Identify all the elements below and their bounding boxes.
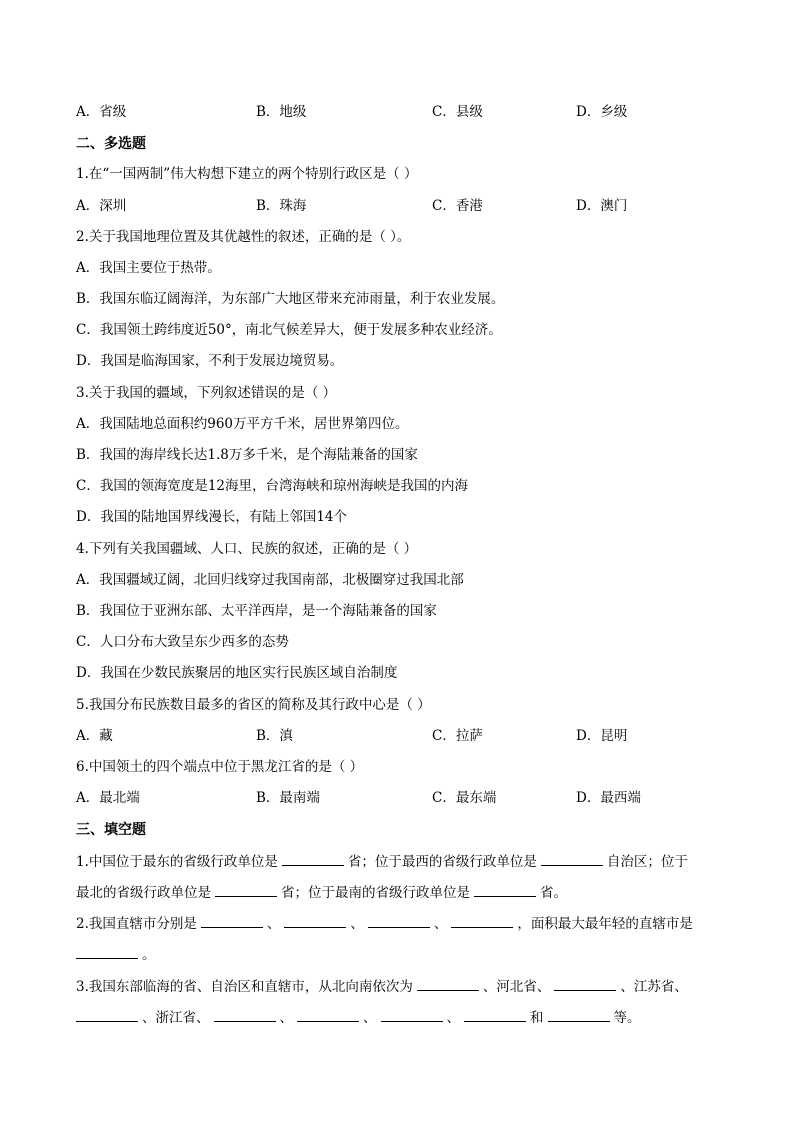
answer-blank[interactable]: [368, 913, 430, 928]
answer-blank[interactable]: [282, 851, 344, 866]
option-c: C．县级: [432, 104, 483, 120]
text-segment: 省；位于最南的省级行政单位是: [281, 885, 470, 901]
question-stem: 6.中国领土的四个端点中位于黑龙江省的是（ ）: [76, 759, 364, 775]
option-a: A．藏: [76, 728, 113, 744]
text-segment: 3.我国东部临海的省、自治区和直辖市，从北向南依次为: [76, 979, 413, 995]
option-d: D．我国的陆地国界线漫长，有陆上邻国14个: [76, 509, 348, 525]
fill-question-line: [76, 944, 156, 965]
answer-blank[interactable]: [214, 1007, 276, 1022]
text-segment: ，面积最大最年轻的直辖市是: [517, 916, 693, 932]
option-d: D．我国在少数民族聚居的地区实行民族区域自治制度: [76, 665, 398, 681]
text-segment: 等。: [613, 1010, 641, 1026]
answer-blank[interactable]: [451, 913, 513, 928]
answer-blank[interactable]: [76, 1007, 138, 1022]
option-c: C．人口分布大致呈东少西多的态势: [76, 634, 289, 650]
text-segment: 、河北省、: [482, 979, 551, 995]
options-row: [76, 196, 736, 216]
answer-blank[interactable]: [548, 1007, 610, 1022]
answer-blank[interactable]: [215, 882, 277, 897]
option-b: B．我国位于亚洲东部、太平洋西岸，是一个海陆兼备的国家: [76, 603, 437, 619]
fill-question-line: [76, 913, 693, 934]
text-segment: 最北的省级行政单位是: [76, 885, 211, 901]
option-b: B．珠海: [256, 198, 307, 214]
answer-blank[interactable]: [201, 913, 263, 928]
text-segment: 、: [350, 916, 364, 932]
answer-blank[interactable]: [284, 913, 346, 928]
text-segment: 、: [433, 916, 448, 932]
option-d: D．昆明: [576, 728, 628, 744]
text-segment: 、浙江省、: [142, 1010, 210, 1026]
option-b: B．滇: [256, 728, 293, 744]
text-segment: 。: [142, 947, 156, 963]
answer-blank[interactable]: [417, 976, 479, 991]
fill-question-line: [76, 882, 567, 903]
text-segment: 省。: [540, 885, 567, 901]
option-b: B．最南端: [256, 790, 320, 806]
option-c: C．我国的领海宽度是12海里，台湾海峡和琼州海峡是我国的内海: [76, 478, 469, 494]
text-segment: 、江苏省、: [620, 979, 688, 995]
fill-question-line: [76, 976, 688, 997]
option-c: C．最东端: [432, 790, 497, 806]
text-segment: 、: [279, 1010, 293, 1026]
text-segment: 自治区；位于: [606, 854, 688, 870]
answer-blank[interactable]: [541, 851, 603, 866]
option-c: C．拉萨: [432, 728, 483, 744]
question-stem: 4.下列有关我国疆域、人口、民族的叙述，正确的是（ ）: [76, 541, 418, 557]
answer-blank[interactable]: [554, 976, 616, 991]
option-a: A．省级: [76, 104, 127, 120]
option-a: A．我国主要位于热带。: [76, 260, 221, 276]
text-segment: 和: [530, 1010, 544, 1026]
option-d: D．最西端: [576, 790, 641, 806]
options-row: [76, 726, 736, 746]
options-row-top: [76, 102, 736, 122]
text-segment: 、: [266, 916, 281, 932]
fill-question-line: [76, 851, 688, 872]
option-a: A．最北端: [76, 790, 140, 806]
option-c: C．我国领土跨纬度近50°，南北气候差异大，便于发展多种农业经济。: [76, 322, 502, 338]
question-stem: 1.在“一国两制”伟大构想下建立的两个特别行政区是（ ）: [76, 166, 418, 182]
answer-blank[interactable]: [464, 1007, 526, 1022]
options-row: [76, 788, 736, 808]
text-segment: 、: [363, 1010, 377, 1026]
question-stem: 3.关于我国的疆域，下列叙述错误的是（ ）: [76, 385, 337, 401]
question-stem: 5.我国分布民族数目最多的省区的简称及其行政中心是（ ）: [76, 697, 431, 713]
text-segment: 2.我国直辖市分别是: [76, 916, 197, 932]
option-d: D．我国是临海国家，不利于发展边境贸易。: [76, 353, 344, 369]
option-a: A．我国疆域辽阔，北回归线穿过我国南部，北极圈穿过我国北部: [76, 572, 464, 588]
option-d: D．澳门: [576, 198, 628, 214]
answer-blank[interactable]: [381, 1007, 443, 1022]
option-a: A．我国陆地总面积约960万平方千米，居世界第四位。: [76, 416, 409, 432]
section-heading-multiple-choice: 二、多选题: [76, 136, 146, 152]
option-a: A．深圳: [76, 198, 127, 214]
text-segment: 省；位于最西的省级行政单位是: [347, 854, 537, 870]
option-b: B．我国东临辽阔海洋，为东部广大地区带来充沛雨量，利于农业发展。: [76, 291, 505, 307]
text-segment: 、: [446, 1010, 460, 1026]
answer-blank[interactable]: [474, 882, 536, 897]
option-b: B．地级: [256, 104, 307, 120]
option-d: D．乡级: [576, 104, 628, 120]
fill-question-line: [76, 1007, 641, 1028]
option-c: C．香港: [432, 198, 483, 214]
question-stem: 2.关于我国地理位置及其优越性的叙述，正确的是（ ）。: [76, 229, 411, 245]
option-b: B．我国的海岸线长达1.8万多千米，是个海陆兼备的国家: [76, 447, 418, 463]
answer-blank[interactable]: [76, 944, 138, 959]
text-segment: 1.中国位于最东的省级行政单位是: [76, 854, 278, 870]
section-heading-fill-in-blank: 三、填空题: [76, 822, 146, 838]
answer-blank[interactable]: [297, 1007, 359, 1022]
